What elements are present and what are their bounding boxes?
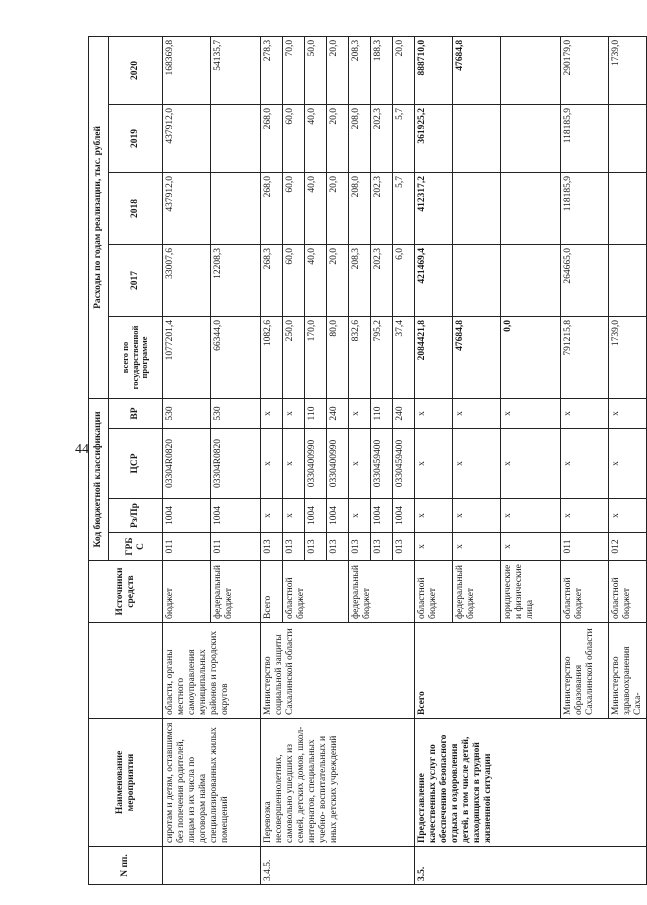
cell-2017: 40,0 bbox=[305, 244, 327, 316]
cell-grbs: 013 bbox=[261, 533, 283, 561]
cell-2018: 268,0 bbox=[261, 172, 283, 244]
header-total: всего по государственной программе bbox=[109, 316, 163, 398]
header-n: N пп. bbox=[89, 847, 163, 885]
cell-vr: 530 bbox=[163, 398, 211, 428]
cell-2017 bbox=[609, 244, 647, 316]
cell-2017: 20,0 bbox=[327, 244, 349, 316]
cell-2017: 264665,0 bbox=[561, 244, 609, 316]
cell-csr: х bbox=[415, 429, 453, 499]
cell-csr: х bbox=[261, 429, 283, 499]
header-year-2017: 2017 bbox=[109, 244, 163, 316]
cell-rzpr: 1004 bbox=[393, 499, 415, 533]
cell-2020: 208,3 bbox=[349, 36, 371, 104]
cell-csr: 03304R0820 bbox=[211, 429, 261, 499]
cell-2018 bbox=[453, 172, 501, 244]
cell-2018: 202,3 bbox=[371, 172, 393, 244]
cell-2017 bbox=[453, 244, 501, 316]
cell-2018: 118185,9 bbox=[561, 172, 609, 244]
cell-csr: х bbox=[561, 429, 609, 499]
cell-rzpr: х bbox=[609, 499, 647, 533]
cell-rzpr: 1004 bbox=[371, 499, 393, 533]
cell-2019: 202,3 bbox=[371, 104, 393, 172]
cell-rzpr: х bbox=[453, 499, 501, 533]
cell-grbs: 012 bbox=[609, 533, 647, 561]
cell-rzpr: х bbox=[261, 499, 283, 533]
cell-total: 832,6 bbox=[349, 316, 371, 398]
cell-source: федеральный бюджет bbox=[453, 561, 501, 623]
header-rzpr: Рз/Пр bbox=[109, 499, 163, 533]
cell-2017: 60,0 bbox=[283, 244, 305, 316]
cell-2018 bbox=[211, 172, 261, 244]
cell-exec: Министерство социальной защиты Сахалинской области bbox=[261, 623, 415, 719]
cell-rzpr: х bbox=[415, 499, 453, 533]
header-name: Наименование мероприятия bbox=[89, 719, 163, 847]
cell-n bbox=[163, 847, 261, 885]
cell-source: юридические и физические лица bbox=[501, 561, 561, 623]
cell-2018: 20,0 bbox=[327, 172, 349, 244]
cell-rzpr: 1004 bbox=[305, 499, 327, 533]
cell-csr: х bbox=[349, 429, 371, 499]
cell-source: федеральный бюджет bbox=[349, 561, 415, 623]
cell-vr: х bbox=[283, 398, 305, 428]
cell-rzpr: 1004 bbox=[163, 499, 211, 533]
cell-vr: х bbox=[501, 398, 561, 428]
cell-2018 bbox=[501, 172, 561, 244]
cell-2018 bbox=[609, 172, 647, 244]
cell-grbs: 011 bbox=[561, 533, 609, 561]
cell-total: 80,0 bbox=[327, 316, 349, 398]
cell-2020 bbox=[501, 36, 561, 104]
cell-name: Перевозка несовершеннолетних, самовольно ушедших из семей, детских домов, школ-интернатов, специальных учебно- воспитательных и иных детских учреждений bbox=[261, 719, 415, 847]
header-year-2019: 2019 bbox=[109, 104, 163, 172]
cell-grbs: 013 bbox=[393, 533, 415, 561]
cell-grbs: 013 bbox=[283, 533, 305, 561]
cell-total: 1082,6 bbox=[261, 316, 283, 398]
cell-2020: 54135,7 bbox=[211, 36, 261, 104]
cell-total: 170,0 bbox=[305, 316, 327, 398]
cell-total: 37,4 bbox=[393, 316, 415, 398]
cell-source: федеральный бюджет bbox=[211, 561, 261, 623]
cell-2017: 12208,3 bbox=[211, 244, 261, 316]
cell-vr: 110 bbox=[305, 398, 327, 428]
cell-2020: 278,3 bbox=[261, 36, 283, 104]
cell-2018: 5,7 bbox=[393, 172, 415, 244]
cell-csr: 0330400990 bbox=[327, 429, 349, 499]
cell-n: 3.4.5. bbox=[261, 847, 415, 885]
cell-2017: 6,0 bbox=[393, 244, 415, 316]
cell-2018: 60,0 bbox=[283, 172, 305, 244]
cell-2020: 1739,0 bbox=[609, 36, 647, 104]
table-row bbox=[163, 36, 211, 884]
cell-2020: 188,3 bbox=[371, 36, 393, 104]
cell-name: сиротам и детям, оставшимся без попечения родителей, лицам из их числа по договорам найма специализированных жилых помещений bbox=[163, 719, 261, 847]
cell-rzpr: 1004 bbox=[211, 499, 261, 533]
cell-2017: 208,3 bbox=[349, 244, 371, 316]
cell-2020: 20,0 bbox=[327, 36, 349, 104]
cell-2019: 5,7 bbox=[393, 104, 415, 172]
cell-csr: х bbox=[453, 429, 501, 499]
cell-rzpr: х bbox=[561, 499, 609, 533]
header-sources: Источники средств bbox=[89, 561, 163, 623]
cell-2020: 47684,8 bbox=[453, 36, 501, 104]
cell-source: бюджет bbox=[163, 561, 211, 623]
cell-grbs: 013 bbox=[305, 533, 327, 561]
header-csr: ЦСР bbox=[109, 429, 163, 499]
cell-vr: 240 bbox=[393, 398, 415, 428]
cell-vr: 530 bbox=[211, 398, 261, 428]
cell-csr: х bbox=[501, 429, 561, 499]
cell-source: областной бюджет bbox=[415, 561, 453, 623]
header-grbs: ГРБС bbox=[109, 533, 163, 561]
header-year-2020: 2020 bbox=[109, 36, 163, 104]
cell-exec: области, органы местного самоуправления муниципальных районов и городских округов bbox=[163, 623, 261, 719]
cell-2019: 361925,2 bbox=[415, 104, 453, 172]
cell-total: 795,2 bbox=[371, 316, 393, 398]
cell-2017: 268,3 bbox=[261, 244, 283, 316]
cell-total: 0,0 bbox=[501, 316, 561, 398]
cell-2018: 40,0 bbox=[305, 172, 327, 244]
cell-exec: Министерство здравоохранения Саха- bbox=[609, 623, 647, 719]
cell-name: Предоставление качественных услуг по обеспечению безопасного отдыха и оздоровления детей, в том числе детей, находящихся в трудной жизненной ситуации bbox=[415, 719, 647, 847]
cell-vr: 110 bbox=[371, 398, 393, 428]
cell-csr: 0330459400 bbox=[393, 429, 415, 499]
cell-grbs: х bbox=[453, 533, 501, 561]
cell-rzpr: х bbox=[349, 499, 371, 533]
cell-vr: х bbox=[415, 398, 453, 428]
cell-vr: х bbox=[261, 398, 283, 428]
cell-total: 1739,0 bbox=[609, 316, 647, 398]
header-vr: ВР bbox=[109, 398, 163, 428]
header-code-group: Код бюджетной классификации bbox=[89, 398, 109, 560]
cell-source: областной бюджет bbox=[283, 561, 349, 623]
cell-grbs: 013 bbox=[349, 533, 371, 561]
cell-vr: х bbox=[453, 398, 501, 428]
cell-source: областной бюджет bbox=[561, 561, 609, 623]
cell-total: 791215,8 bbox=[561, 316, 609, 398]
table-row bbox=[261, 36, 283, 884]
cell-rzpr: х bbox=[501, 499, 561, 533]
budget-table bbox=[88, 36, 647, 885]
page-number: 44 bbox=[75, 442, 89, 457]
cell-source: Всего bbox=[261, 561, 283, 623]
cell-total: 66344,0 bbox=[211, 316, 261, 398]
cell-grbs: 013 bbox=[371, 533, 393, 561]
cell-2017: 33007,6 bbox=[163, 244, 211, 316]
cell-2020: 20,0 bbox=[393, 36, 415, 104]
cell-total: 2084421,8 bbox=[415, 316, 453, 398]
header-exp-group: Расходы по годам реализации, тыс. рублей bbox=[89, 36, 109, 398]
cell-2019: 20,0 bbox=[327, 104, 349, 172]
cell-total: 250,0 bbox=[283, 316, 305, 398]
cell-n: 3.5. bbox=[415, 847, 647, 885]
cell-vr: 240 bbox=[327, 398, 349, 428]
cell-2020: 70,0 bbox=[283, 36, 305, 104]
cell-2019: 208,0 bbox=[349, 104, 371, 172]
cell-grbs: х bbox=[415, 533, 453, 561]
cell-2019: 40,0 bbox=[305, 104, 327, 172]
cell-grbs: 013 bbox=[327, 533, 349, 561]
cell-2019: 118185,9 bbox=[561, 104, 609, 172]
header-year-2018: 2018 bbox=[109, 172, 163, 244]
cell-csr: х bbox=[609, 429, 647, 499]
cell-vr: х bbox=[609, 398, 647, 428]
cell-2018: 208,0 bbox=[349, 172, 371, 244]
cell-exec: Всего bbox=[415, 623, 561, 719]
cell-csr: 0330459400 bbox=[371, 429, 393, 499]
cell-2019 bbox=[211, 104, 261, 172]
table-row bbox=[415, 36, 453, 884]
cell-2019 bbox=[609, 104, 647, 172]
cell-source: областной бюджет bbox=[609, 561, 647, 623]
cell-2020: 168369,8 bbox=[163, 36, 211, 104]
cell-vr: х bbox=[349, 398, 371, 428]
cell-exec: Министерство образования Сахалинской области bbox=[561, 623, 609, 719]
cell-csr: 0330400990 bbox=[305, 429, 327, 499]
header-exec bbox=[89, 623, 163, 719]
cell-2019: 437912,0 bbox=[163, 104, 211, 172]
cell-2017: 202,3 bbox=[371, 244, 393, 316]
cell-grbs: 011 bbox=[211, 533, 261, 561]
cell-2019 bbox=[453, 104, 501, 172]
cell-grbs: х bbox=[501, 533, 561, 561]
cell-2019: 60,0 bbox=[283, 104, 305, 172]
cell-rzpr: х bbox=[283, 499, 305, 533]
cell-total: 47684,8 bbox=[453, 316, 501, 398]
cell-rzpr: 1004 bbox=[327, 499, 349, 533]
cell-2020: 290179,0 bbox=[561, 36, 609, 104]
cell-2019 bbox=[501, 104, 561, 172]
cell-2017: 421469,4 bbox=[415, 244, 453, 316]
cell-2018: 412317,2 bbox=[415, 172, 453, 244]
cell-2018: 437912,0 bbox=[163, 172, 211, 244]
cell-grbs: 011 bbox=[163, 533, 211, 561]
cell-2019: 268,0 bbox=[261, 104, 283, 172]
cell-2020: 50,0 bbox=[305, 36, 327, 104]
cell-csr: х bbox=[283, 429, 305, 499]
cell-2020: 888710,0 bbox=[415, 36, 453, 104]
cell-csr: 03304R0820 bbox=[163, 429, 211, 499]
cell-2017 bbox=[501, 244, 561, 316]
cell-total: 1077201,4 bbox=[163, 316, 211, 398]
rotated-table-container bbox=[88, 37, 643, 885]
cell-vr: х bbox=[561, 398, 609, 428]
